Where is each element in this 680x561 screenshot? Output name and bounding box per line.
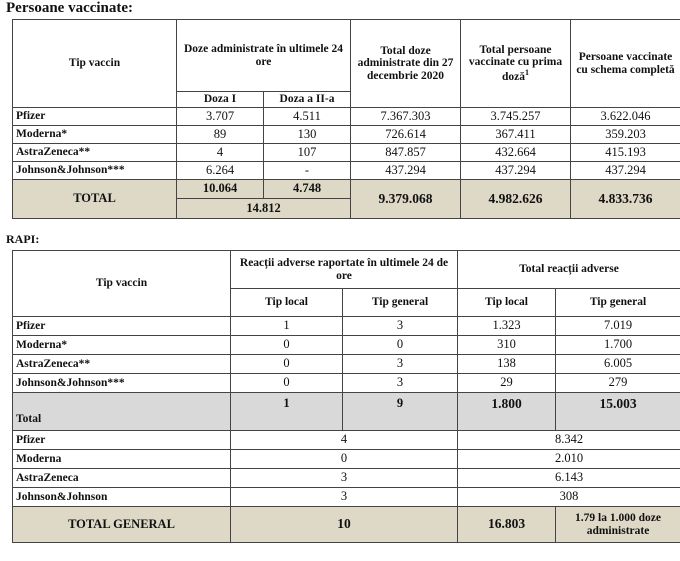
table-row (13, 162, 680, 180)
cell-complete: 359.203 (571, 126, 680, 144)
cell-general-24h: 3 (343, 355, 458, 374)
cell-reactions-24h: 3 (231, 488, 458, 507)
total-local-24h: 1 (231, 393, 343, 431)
cell-local-total: 1.323 (458, 317, 556, 336)
total-dose1: 10.064 (177, 180, 264, 199)
cell-dose1: 89 (177, 126, 264, 144)
cell-general-total: 7.019 (556, 317, 680, 336)
header-local-total: Tip local (458, 289, 556, 317)
cell-general-24h: 0 (343, 336, 458, 355)
table-row (13, 450, 680, 469)
header-dose1: Doza I (177, 92, 264, 108)
cell-dose2: 107 (264, 144, 351, 162)
header-reactions-24h: Reacții adverse raportate în ultimele 24 de ore (231, 251, 458, 289)
total-doses: 9.379.068 (351, 180, 461, 219)
total-row (13, 393, 680, 431)
grand-total-ratio: 1.79 la 1.000 doze administrate (556, 507, 680, 543)
cell-general-total: 1.700 (556, 336, 680, 355)
table-row (13, 317, 680, 336)
rapi-heading: RAPI: (6, 232, 40, 246)
cell-local-total: 29 (458, 374, 556, 393)
cell-local-24h: 1 (231, 317, 343, 336)
rapi-table (12, 250, 680, 543)
table-row (13, 126, 680, 144)
header-vaccine-type: Tip vaccin (13, 251, 231, 317)
cell-reactions-total: 2.010 (458, 450, 680, 469)
vaccinated-heading: Persoane vaccinate: (6, 0, 134, 16)
header-local-24h: Tip local (231, 289, 343, 317)
header-first-dose: Total persoane vaccinate cu prima doză$^1$ (461, 20, 571, 108)
total-general-24h: 9 (343, 393, 458, 431)
cell-total-doses: 437.294 (351, 162, 461, 180)
table-row (13, 355, 680, 374)
cell-reactions-total: 308 (458, 488, 680, 507)
row-name: Johnson&Johnson (13, 488, 231, 507)
row-name: AstraZeneca** (13, 144, 177, 162)
row-name: Johnson&Johnson*** (13, 374, 231, 393)
cell-general-24h: 3 (343, 317, 458, 336)
cell-total-doses: 847.857 (351, 144, 461, 162)
cell-first-dose: 367.411 (461, 126, 571, 144)
table-row (13, 469, 680, 488)
cell-general-total: 6.005 (556, 355, 680, 374)
cell-dose2: 130 (264, 126, 351, 144)
cell-complete: 415.193 (571, 144, 680, 162)
cell-local-total: 310 (458, 336, 556, 355)
total-general-total: 15.003 (556, 393, 680, 431)
cell-reactions-total: 6.143 (458, 469, 680, 488)
total-label: TOTAL (13, 180, 177, 219)
header-general-total: Tip general (556, 289, 680, 317)
row-name: Moderna (13, 450, 231, 469)
header-dose2: Doza a II-a (264, 92, 351, 108)
grand-total-24h: 10 (231, 507, 458, 543)
row-name: AstraZeneca** (13, 355, 231, 374)
total-doses-24h: 14.812 (177, 199, 351, 219)
cell-local-24h: 0 (231, 374, 343, 393)
row-name: Pfizer (13, 108, 177, 126)
cell-first-dose: 3.745.257 (461, 108, 571, 126)
cell-reactions-24h: 3 (231, 469, 458, 488)
grand-total-reactions: 16.803 (458, 507, 556, 543)
cell-local-24h: 0 (231, 355, 343, 374)
header-total-reactions: Total reacții adverse (458, 251, 680, 289)
header-vaccine-type: Tip vaccin (13, 20, 177, 108)
cell-complete: 3.622.046 (571, 108, 680, 126)
total-dose2: 4.748 (264, 180, 351, 199)
row-name: Johnson&Johnson*** (13, 162, 177, 180)
table-row (13, 431, 680, 450)
table-row (13, 108, 680, 126)
cell-dose1: 4 (177, 144, 264, 162)
total-local-total: 1.800 (458, 393, 556, 431)
header-doses-24h: Doze administrate în ultimele 24 ore (177, 20, 351, 92)
total-first-dose: 4.982.626 (461, 180, 571, 219)
header-general-24h: Tip general (343, 289, 458, 317)
cell-general-total: 279 (556, 374, 680, 393)
cell-first-dose: 432.664 (461, 144, 571, 162)
table-row (13, 144, 680, 162)
cell-reactions-24h: 0 (231, 450, 458, 469)
table-row (13, 336, 680, 355)
cell-general-24h: 3 (343, 374, 458, 393)
row-name: AstraZeneca (13, 469, 231, 488)
vaccinated-table (12, 19, 680, 219)
cell-dose1: 3.707 (177, 108, 264, 126)
total-complete: 4.833.736 (571, 180, 680, 219)
total-label: Total (13, 393, 231, 431)
cell-total-doses: 7.367.303 (351, 108, 461, 126)
grand-total-label: TOTAL GENERAL (13, 507, 231, 543)
cell-complete: 437.294 (571, 162, 680, 180)
cell-dose2: - (264, 162, 351, 180)
cell-reactions-24h: 4 (231, 431, 458, 450)
cell-reactions-total: 8.342 (458, 431, 680, 450)
cell-first-dose: 437.294 (461, 162, 571, 180)
cell-dose1: 6.264 (177, 162, 264, 180)
cell-dose2: 4.511 (264, 108, 351, 126)
table-row (13, 374, 680, 393)
grand-total-row (13, 507, 680, 543)
row-name: Moderna* (13, 336, 231, 355)
header-complete: Persoane vaccinate cu schema completă (571, 20, 680, 108)
cell-local-24h: 0 (231, 336, 343, 355)
cell-local-total: 138 (458, 355, 556, 374)
cell-total-doses: 726.614 (351, 126, 461, 144)
row-name: Pfizer (13, 431, 231, 450)
row-name: Moderna* (13, 126, 177, 144)
row-name: Pfizer (13, 317, 231, 336)
header-total-doses: Total doze administrate din 27 decembrie 2020 (351, 20, 461, 108)
table-row (13, 488, 680, 507)
